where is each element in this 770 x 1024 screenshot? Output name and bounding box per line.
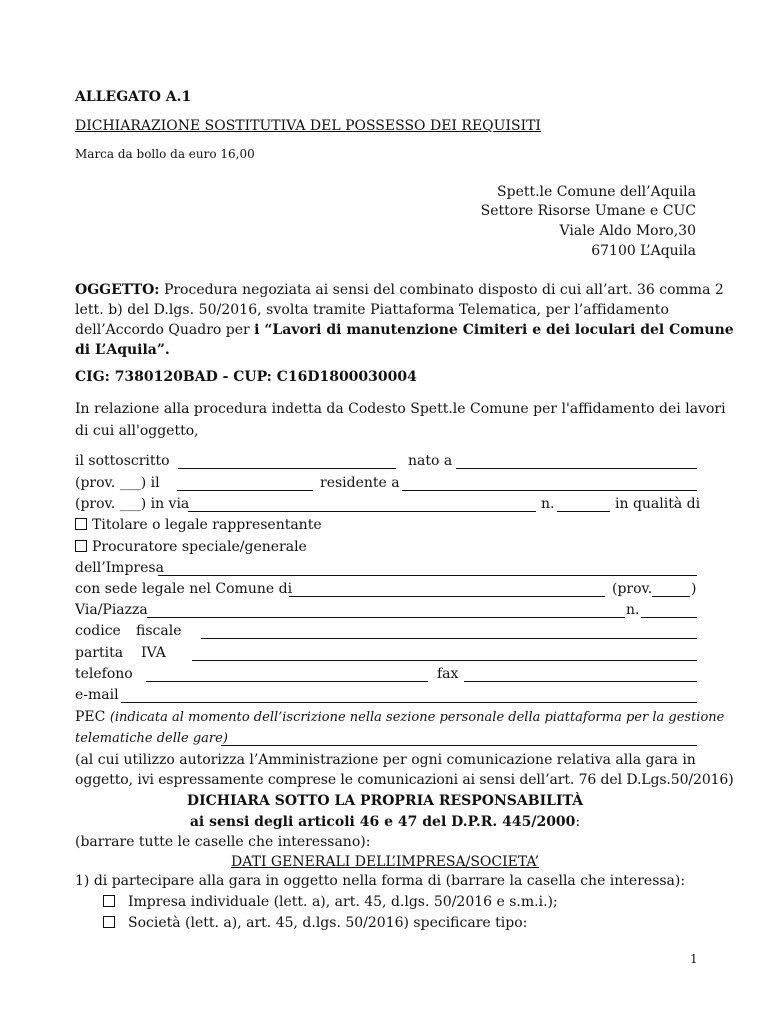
field-pec[interactable]	[221, 745, 697, 746]
field-via-piazza[interactable]	[147, 617, 625, 618]
recipient-line-3: Viale Aldo Moro,30	[559, 223, 696, 239]
oggetto-line-4: di L’Aquila”.	[75, 342, 170, 358]
field-sede[interactable]	[289, 596, 605, 597]
oggetto-line-1	[75, 283, 724, 297]
label-iva: IVA	[141, 645, 166, 661]
barrare-note: (barrare tutte le caselle che interessano):	[75, 834, 371, 850]
label-prov-il: (prov. ___) il	[75, 475, 160, 491]
checkbox-procuratore[interactable]	[75, 540, 87, 552]
label-email: e-mail	[75, 687, 119, 703]
label-residente: residente a	[320, 475, 400, 491]
oggetto-line-3	[75, 323, 734, 337]
label-prov-sede-end: )	[691, 581, 697, 597]
field-sottoscritto[interactable]	[178, 468, 396, 469]
field-civico-sede[interactable]	[641, 617, 697, 618]
dichiara-subtitle-end: :	[575, 814, 581, 830]
document-title: DICHIARAZIONE SOSTITUTIVA DEL POSSESSO DEI REQUISITI	[75, 118, 541, 134]
label-sottoscritto: il sottoscritto	[75, 453, 170, 469]
label-fiscale: fiscale	[136, 623, 182, 639]
field-civico[interactable]	[557, 511, 610, 512]
option-impresa-individuale[interactable]	[103, 895, 558, 909]
field-residente[interactable]	[402, 490, 697, 491]
label-titolare: Titolare o legale rappresentante	[92, 517, 322, 533]
option-societa[interactable]	[103, 916, 527, 930]
field-prov-sede[interactable]	[652, 596, 690, 597]
cig-cup: CIG: 7380120BAD - CUP: C16D1800030004	[75, 369, 417, 385]
oggetto-line-2: lett. b) del D.lgs. 50/2016, svolta tramite Piattaforma Telematica, per l’affidamento	[75, 302, 669, 318]
intro-line-1: In relazione alla procedura indetta da Codesto Spett.le Comune per l'affidamento dei lavori	[75, 401, 726, 417]
label-prov-via: (prov. ___) in via	[75, 496, 190, 512]
label-codice: codice	[75, 623, 121, 639]
dichiara-subtitle	[0, 815, 770, 829]
recipient-line-4: 67100 L’Aquila	[591, 243, 696, 259]
field-telefono[interactable]	[146, 681, 428, 682]
label-n2: n.	[626, 602, 640, 618]
field-via[interactable]	[188, 511, 536, 512]
pec-line-1	[75, 710, 724, 724]
label-via-piazza: Via/Piazza	[75, 602, 148, 618]
dichiara-subtitle-bold: ai sensi degli articoli 46 e 47 del D.P.R. 445/2000	[189, 814, 576, 830]
field-data-nascita[interactable]	[177, 490, 313, 491]
option-titolare[interactable]	[75, 518, 322, 532]
field-impresa[interactable]	[158, 575, 697, 576]
punto-1: 1) di partecipare alla gara in oggetto nella forma di (barrare la casella che interessa):	[75, 873, 686, 889]
label-impresa: dell’Impresa	[75, 560, 164, 576]
page-number: 1	[690, 952, 698, 966]
label-pec: PEC	[75, 709, 106, 725]
label-procuratore: Procuratore speciale/generale	[92, 539, 307, 555]
label-n: n.	[541, 496, 555, 512]
dichiara-title: DICHIARA SOTTO LA PROPRIA RESPONSABILITÀ	[186, 793, 584, 809]
autorizza-line-2: oggetto, ivi espressamente comprese le comunicazioni ai sensi dell’art. 76 del D.Lgs.50/2016)	[75, 772, 734, 788]
field-codice-fiscale[interactable]	[201, 638, 697, 639]
label-impresa-individuale: Impresa individuale (lett. a), art. 45, d.lgs. 50/2016 e s.m.i.);	[128, 894, 558, 910]
checkbox-impresa-individuale[interactable]	[103, 895, 115, 907]
oggetto-text-1: Procedura negoziata ai sensi del combinato disposto di cui all’art. 36 comma 2	[163, 282, 724, 298]
label-qualita: in qualità di	[615, 496, 701, 512]
field-fax[interactable]	[464, 681, 697, 682]
allegato-label: ALLEGATO A.1	[75, 89, 192, 105]
checkbox-societa[interactable]	[103, 916, 115, 928]
oggetto-text-3b: i “Lavori di manutenzione Cimiteri e dei loculari del Comune	[254, 322, 734, 338]
label-partita: partita	[75, 645, 124, 661]
oggetto-label: OGGETTO:	[75, 282, 160, 298]
pec-note-2: telematiche delle gare)	[75, 731, 228, 746]
recipient-line-2: Settore Risorse Umane e CUC	[480, 203, 696, 219]
label-societa: Società (lett. a), art. 45, d.lgs. 50/2016) specificare tipo:	[128, 915, 528, 931]
oggetto-text-3a: dell’Accordo Quadro per	[75, 322, 255, 338]
field-partita-iva[interactable]	[192, 660, 697, 661]
dati-generali-heading: DATI GENERALI DELL’IMPRESA/SOCIETA’	[231, 854, 539, 870]
checkbox-titolare[interactable]	[75, 518, 87, 530]
label-telefono: telefono	[75, 666, 133, 682]
label-fax: fax	[437, 666, 459, 682]
field-nato[interactable]	[456, 468, 697, 469]
pec-note-1: (indicata al momento dell’iscrizione nella sezione personale della piattaforma per la gestione	[109, 710, 725, 725]
autorizza-line-1: (al cui utilizzo autorizza l’Amministrazione per ogni comunicazione relativa alla gara in	[75, 752, 696, 768]
marca-bollo: Marca da bollo da euro 16,00	[75, 147, 255, 161]
label-prov-sede: (prov.	[612, 581, 653, 597]
label-nato: nato a	[408, 453, 453, 469]
recipient-line-1: Spett.le Comune dell’Aquila	[497, 184, 696, 200]
intro-line-2: di cui all'oggetto,	[75, 423, 199, 439]
field-email[interactable]	[121, 702, 697, 703]
label-sede: con sede legale nel Comune di	[75, 581, 293, 597]
option-procuratore[interactable]	[75, 540, 307, 554]
